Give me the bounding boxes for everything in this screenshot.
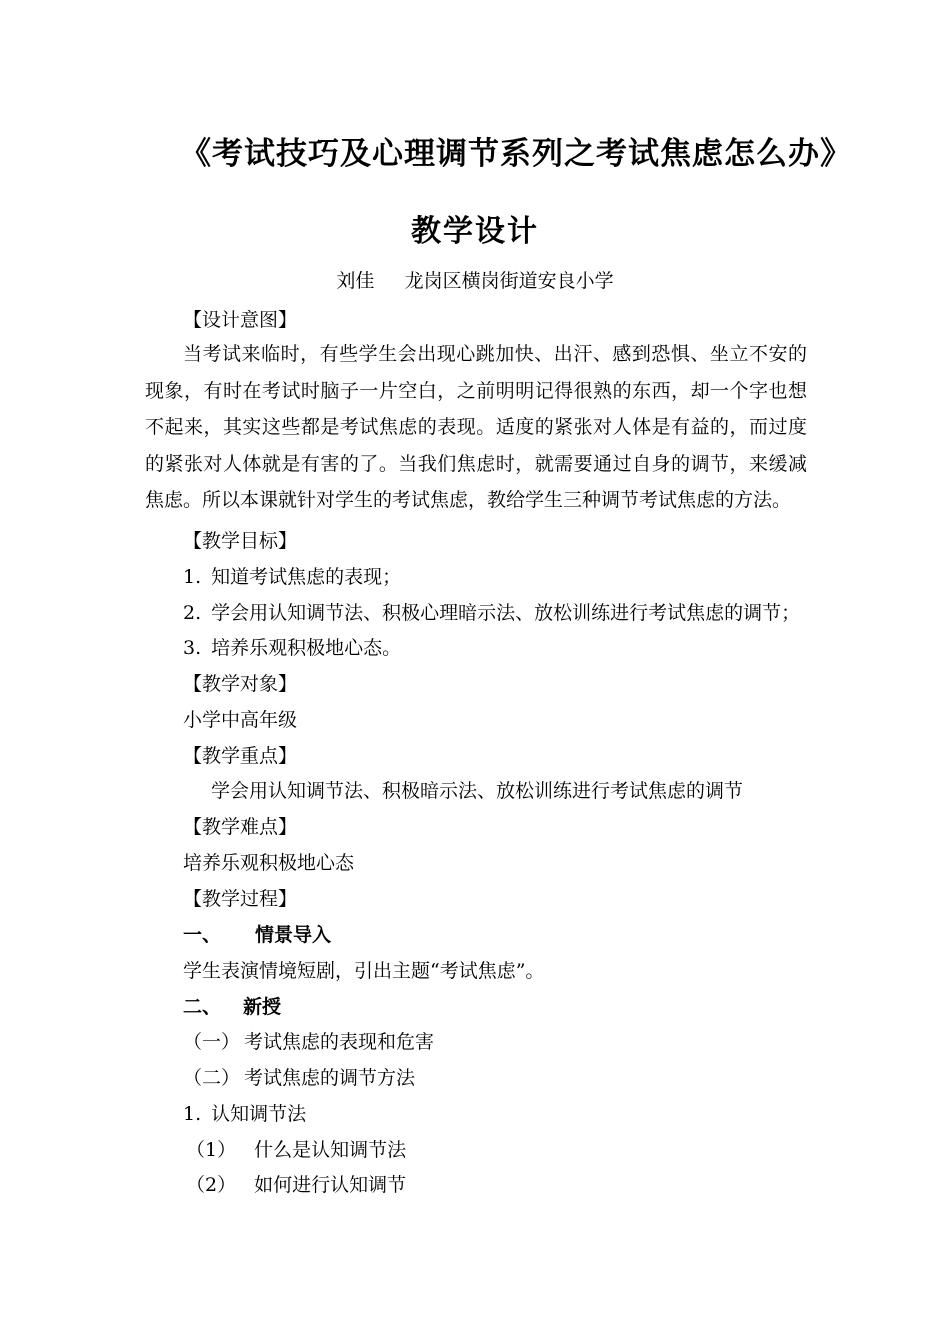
- goal-item: [183, 633, 401, 660]
- step-1: [186, 1135, 406, 1162]
- part-number: 一、: [183, 924, 222, 946]
- goal-number: 3.: [183, 637, 202, 659]
- subsection-1: [183, 1027, 434, 1054]
- part-title: 情景导入: [255, 924, 332, 946]
- process-part-1-text: 学生表演情境短剧，引出主题“考试焦虑”。: [183, 960, 545, 982]
- document-title: 《考试技巧及心理调节系列之考试焦虑怎么办》: [180, 136, 852, 172]
- subsection-text: 考试焦虑的表现和危害: [244, 1031, 435, 1053]
- part-number: 二、: [183, 996, 222, 1018]
- goal-text: 学会用认知调节法、积极心理暗示法、放松训练进行考试焦虑的调节；: [211, 602, 801, 624]
- heading-key-points: 【教学重点】: [183, 745, 298, 767]
- method-number: 1.: [183, 1103, 202, 1125]
- key-points-text: 学会用认知调节法、积极暗示法、放松训练进行考试焦虑的调节: [211, 780, 744, 802]
- document-subtitle: 教学设计: [411, 214, 539, 249]
- subsection-text: 考试焦虑的调节方法: [244, 1067, 416, 1089]
- goal-item: [183, 562, 401, 589]
- audience-text: 小学中高年级: [183, 709, 298, 731]
- goal-text: 培养乐观积极地心态。: [211, 637, 402, 659]
- step-2: [186, 1170, 406, 1197]
- heading-audience: 【教学对象】: [183, 673, 298, 695]
- heading-design-intent: 【设计意图】: [183, 309, 298, 331]
- method-text: 认知调节法: [211, 1103, 307, 1125]
- goal-text: 知道考试焦虑的表现；: [211, 566, 402, 588]
- difficulty-text: 培养乐观积极地心态: [183, 852, 355, 874]
- goal-item: [183, 598, 800, 625]
- subsection-2: [183, 1063, 415, 1090]
- goal-number: 2.: [183, 602, 202, 624]
- heading-process: 【教学过程】: [183, 888, 298, 910]
- process-part-2-heading: [183, 992, 281, 1019]
- step-text: 什么是认知调节法: [254, 1139, 407, 1161]
- part-title: 新授: [243, 996, 282, 1018]
- subsection-number: （一）: [183, 1031, 241, 1053]
- author-line: 刘佳 龙岗区横岗街道安良小学: [336, 270, 614, 292]
- heading-difficulty: 【教学难点】: [183, 816, 298, 838]
- method-1: [183, 1099, 306, 1126]
- process-part-1-heading: [183, 920, 331, 947]
- step-number: （1）: [186, 1139, 237, 1161]
- heading-goals: 【教学目标】: [183, 530, 298, 552]
- design-intent-paragraph: 当考试来临时，有些学生会出现心跳加快、出汗、感到恐惧、坐立不安的现象，有时在考试时脑子一片空白，之前明明记得很熟的东西，却一个字也想不起来，其实这些都是考试焦虑的表现。适度的紧张对人体是有益的，而过度的紧张对人体就是有害的了。当我们焦虑时，就需要通过自身的调节，来缓减焦虑。所以本课就针对学生的考试焦虑，教给学生三种调节考试焦虑的方法。: [145, 343, 807, 511]
- step-number: （2）: [186, 1174, 237, 1196]
- step-text: 如何进行认知调节: [254, 1174, 407, 1196]
- subsection-number: （二）: [183, 1067, 241, 1089]
- goal-number: 1.: [183, 566, 202, 588]
